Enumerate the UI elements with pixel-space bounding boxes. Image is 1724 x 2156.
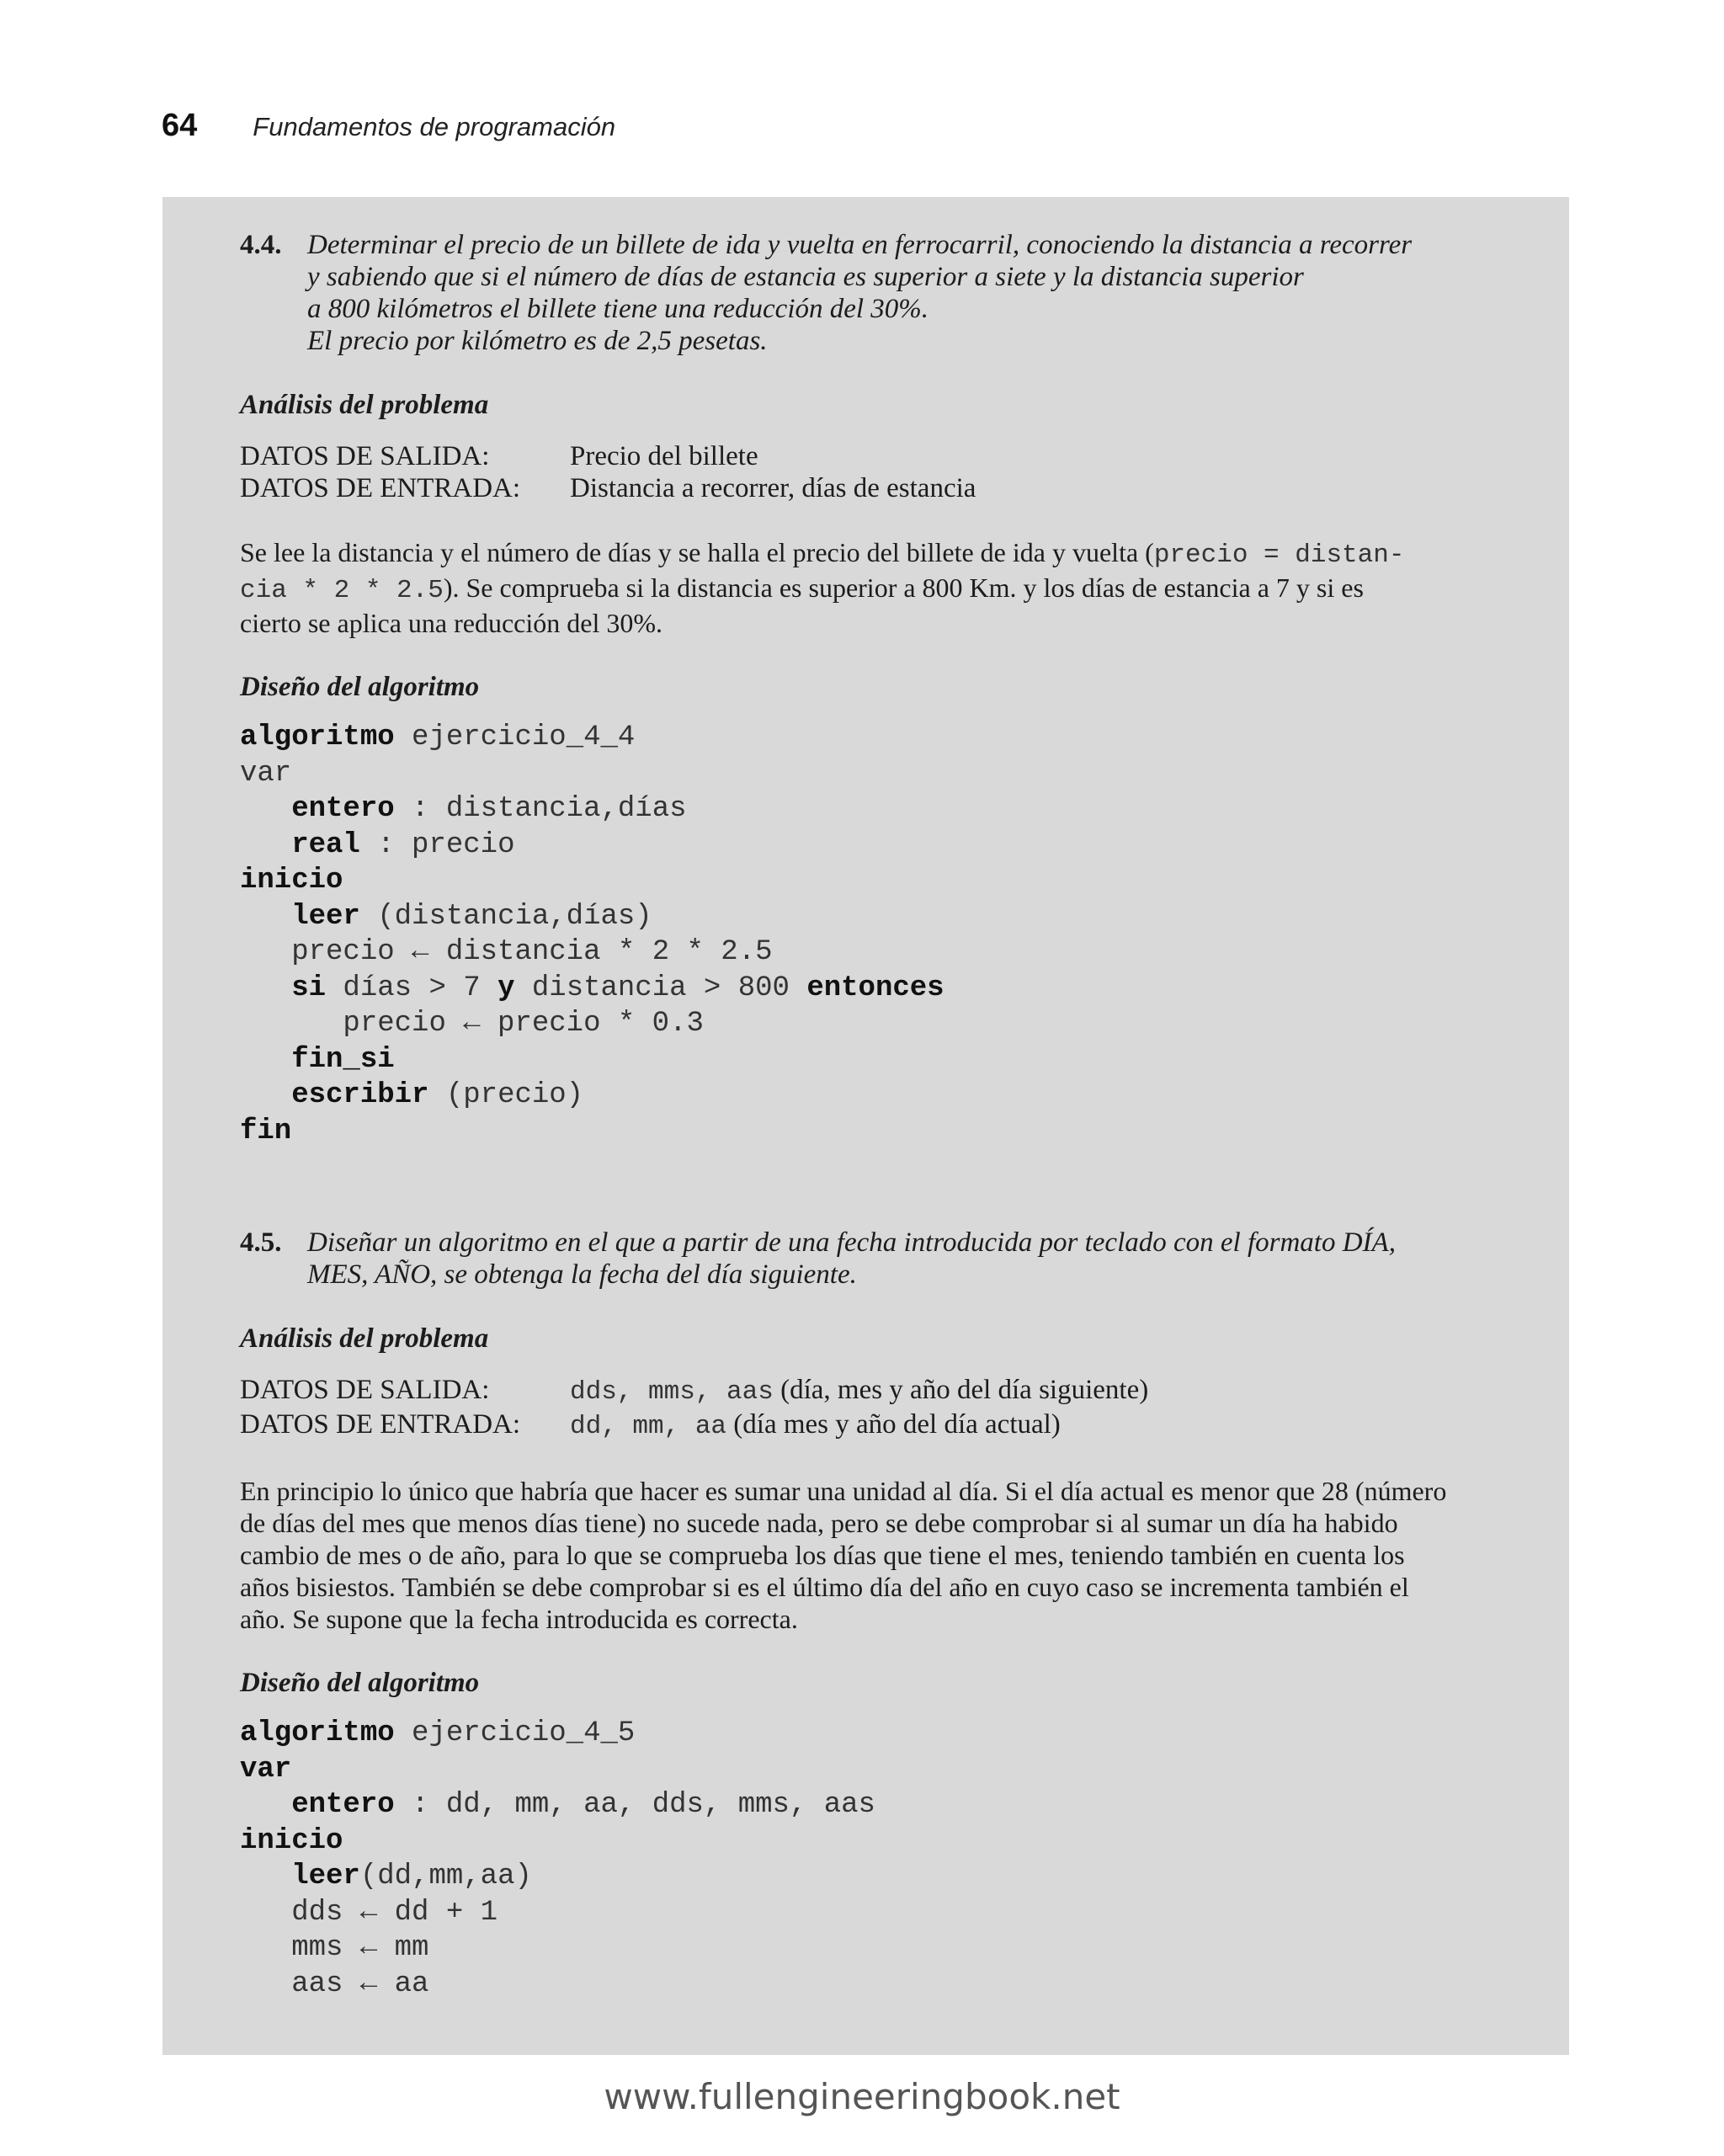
problem-text — [307, 1227, 1396, 1291]
code-line — [240, 720, 1530, 756]
text-run: (día, mes y año del día siguiente) — [773, 1375, 1149, 1405]
input-data-row — [240, 1408, 1530, 1443]
keyword: inicio — [240, 865, 343, 897]
statement-line: MES, AÑO, se obtenga la fecha del día siguiente. — [307, 1259, 857, 1290]
inline-code: precio = distan- — [1153, 540, 1405, 570]
statement-line: y sabiendo que si el número de días de estancia es superior a siete y la distancia superior — [307, 262, 1304, 292]
code-text: (dd,mm,aa) — [359, 1861, 532, 1892]
analysis-heading: Análisis del problema — [240, 1323, 489, 1354]
keyword: var — [240, 1753, 292, 1786]
algorithm-code-4-5 — [240, 1716, 1530, 2002]
statement-line: Determinar el precio de un billete de ida y vuelta en ferrocarril, conociendo la distancia a recorrer — [307, 230, 1413, 260]
explanation-line: cierto se aplica una reducción del 30%. — [240, 608, 662, 638]
keyword: real — [291, 828, 360, 861]
code-line — [240, 1967, 1530, 2003]
statement-line: Diseñar un algoritmo en el que a partir de una fecha introducida por teclado con el formato DÍA, — [307, 1227, 1396, 1258]
code-line — [240, 1930, 1530, 1967]
code-text: : dd, mm, aa, dds, mms, aas — [394, 1789, 875, 1821]
analysis-heading: Análisis del problema — [240, 390, 489, 420]
code-text: distancia > 800 — [514, 972, 807, 1004]
explanation-line: años bisiestos. También se debe comprobar si es el último día del año en cuyo caso se incrementa también el — [240, 1572, 1409, 1602]
code-text: : precio — [359, 828, 515, 861]
footer-url[interactable]: www.fullengineeringbook.net — [604, 2076, 1120, 2117]
code-line — [240, 971, 1530, 1007]
explanation-line — [240, 572, 1530, 607]
code-line — [240, 828, 1530, 864]
exercise-box — [162, 197, 1569, 2055]
data-table — [240, 440, 1530, 504]
problem-number: 4.4. — [240, 230, 282, 260]
explanation-line: de días del mes que menos días tiene) no sucede nada, pero se debe comprobar si al sumar un día ha habido — [240, 1508, 1398, 1538]
code-line — [240, 1078, 1530, 1114]
code-text: precio ← precio * 0.3 — [343, 1008, 704, 1040]
explanation-paragraph — [240, 1475, 1530, 1635]
code-text: dds ← dd + 1 — [291, 1896, 498, 1929]
text-run: (día mes y año del día actual) — [726, 1409, 1061, 1440]
design-heading: Diseño del algoritmo — [240, 672, 480, 702]
code-text: ejercicio_4_5 — [394, 1717, 636, 1749]
code-line — [240, 899, 1530, 935]
keyword: entonces — [806, 972, 944, 1004]
code-line — [240, 863, 1530, 899]
inline-code: dds, mms, aas — [570, 1377, 774, 1407]
code-text: precio ← distancia * 2 * 2.5 — [291, 936, 773, 968]
inline-code: cia * 2 * 2.5 — [240, 576, 444, 605]
code-line — [240, 1859, 1530, 1895]
problem-text — [307, 229, 1412, 357]
output-data-row — [240, 440, 1530, 472]
code-line — [240, 1752, 1530, 1788]
code-line — [240, 1042, 1530, 1078]
input-data-row — [240, 472, 1530, 504]
input-value — [570, 1408, 1061, 1443]
explanation-line: año. Se supone que la fecha introducida es correcta. — [240, 1604, 798, 1634]
explanation-paragraph — [240, 536, 1530, 639]
page-header — [162, 108, 615, 155]
keyword: fin — [240, 1115, 292, 1147]
code-line — [240, 1006, 1530, 1042]
input-value: Distancia a recorrer, días de estancia — [570, 473, 976, 503]
keyword: y — [498, 972, 515, 1004]
keyword: leer — [291, 1861, 360, 1892]
problem-number: 4.5. — [240, 1227, 282, 1258]
keyword: fin_si — [291, 1043, 395, 1076]
code-text: días > 7 — [326, 972, 498, 1004]
input-label: DATOS DE ENTRADA: — [240, 1409, 521, 1440]
code-line — [240, 934, 1530, 971]
problem-4-4-statement — [240, 229, 1530, 357]
statement-line: a 800 kilómetros el billete tiene una reducción del 30%. — [307, 294, 929, 324]
output-value — [570, 1374, 1148, 1408]
input-label: DATOS DE ENTRADA: — [240, 473, 521, 503]
code-line — [240, 1823, 1530, 1860]
code-line — [240, 1787, 1530, 1823]
data-table — [240, 1374, 1530, 1443]
page-number: 64 — [162, 108, 198, 143]
keyword: si — [291, 972, 327, 1004]
problem-4-5-statement — [240, 1227, 1530, 1291]
explanation-line — [240, 536, 1530, 572]
keyword: leer — [291, 900, 360, 933]
output-value: Precio del billete — [570, 441, 758, 471]
code-text: ejercicio_4_4 — [394, 721, 636, 753]
output-data-row — [240, 1374, 1530, 1408]
keyword: algoritmo — [240, 1717, 395, 1749]
text-run: ). Se comprueba si la distancia es superior a 800 Km. y los días de estancia a 7 y si es — [443, 572, 1364, 603]
output-label: DATOS DE SALIDA: — [240, 441, 490, 471]
algorithm-code-4-4 — [240, 720, 1530, 1149]
explanation-line: En principio lo único que habría que hacer es sumar una unidad al día. Si el día actual es menor que 28 (número — [240, 1476, 1447, 1506]
statement-line: El precio por kilómetro es de 2,5 pesetas. — [307, 326, 768, 356]
code-line — [240, 1895, 1530, 1931]
keyword: entero — [291, 1789, 395, 1821]
code-text: aas ← aa — [291, 1967, 429, 2000]
explanation-line: cambio de mes o de año, para lo que se comprueba los días que tiene el mes, teniendo también en cuenta los — [240, 1540, 1405, 1570]
output-label: DATOS DE SALIDA: — [240, 1375, 490, 1405]
design-heading: Diseño del algoritmo — [240, 1668, 480, 1698]
text-run: Se lee la distancia y el número de días y se halla el precio del billete de ida y vuelta ( — [240, 537, 1154, 567]
code-line — [240, 791, 1530, 828]
code-text: (precio) — [428, 1079, 584, 1111]
book-title: Fundamentos de programación — [253, 112, 616, 141]
code-text: (distancia,días) — [359, 900, 652, 933]
keyword: algoritmo — [240, 721, 395, 753]
code-text: mms ← mm — [291, 1932, 429, 1964]
keyword: escribir — [291, 1079, 429, 1111]
code-text: : distancia,días — [394, 793, 687, 825]
code-line — [240, 1114, 1530, 1150]
inline-code: dd, mm, aa — [570, 1412, 727, 1441]
code-line: var — [240, 757, 292, 790]
keyword: inicio — [240, 1824, 343, 1857]
code-line — [240, 1716, 1530, 1752]
keyword: entero — [291, 793, 395, 825]
